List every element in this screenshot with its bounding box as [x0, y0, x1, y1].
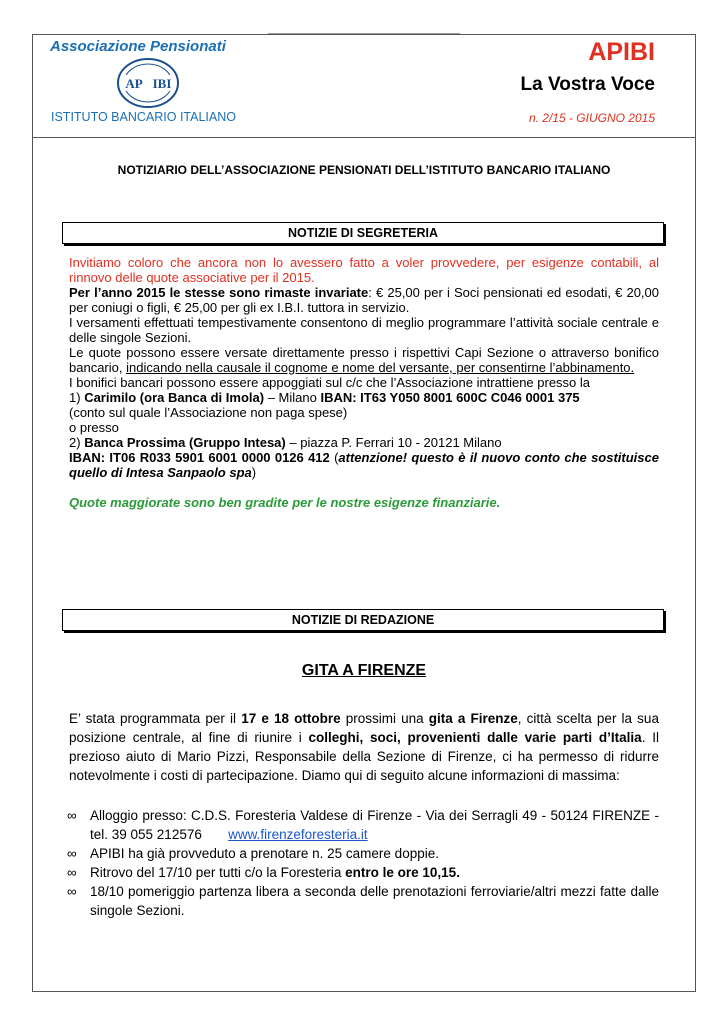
list-item: ∞ 18/10 pomeriggio partenza libera a seconda delle prenotazioni ferroviarie/altri mezzi fatte dalle singole Sezioni.	[67, 884, 659, 918]
trip-info-list	[67, 806, 659, 920]
higher-fees-note: Quote maggiorate sono ben gradite per le nostre esigenze finanziarie.	[69, 495, 501, 510]
list-item: ∞ Alloggio presso: C.D.S. Foresteria Valdese di Firenze - Via dei Serragli 49 - 50124 FIRENZE - tel. 39 055 212576 www.firenzeforesteria.it	[67, 808, 659, 842]
renewal-invitation: Invitiamo coloro che ancora non lo avessero fatto a voler provvedere, per esigenze contabili, al rinnovo delle quote associative per il 2015.	[69, 255, 659, 285]
trip-intro: E’ stata programmata per il 17 e 18 ottobre prossimi una gita a Firenze, città scelta per la sua posizione centrale, al fine di riunire i colleghi, soci, provenienti dalle varie parti d’Italia. Il prezioso aiuto di Mario Pizzi, Responsabile della Sezione di Firenze, ci ha permesso di ridurre notevolmente i costi di partecipazione. Diamo qui di seguito alcune informazioni di massima:	[69, 711, 659, 783]
logo-left-text: AP	[125, 76, 143, 91]
masthead-title: APIBI	[588, 38, 655, 66]
issue-number: n. 2/15 - GIUGNO 2015	[528, 111, 655, 125]
trip-title: GITA A FIRENZE	[301, 662, 427, 679]
bank-1-note: (conto sul quale l’Associazione non paga spese)	[69, 405, 348, 420]
bank-2: 2) Banca Prossima (Gruppo Intesa) – piazza P. Ferrari 10 - 20121 Milano	[69, 435, 502, 450]
list-item: ∞ APIBI ha già provveduto a prenotare n. 25 camere doppie.	[67, 846, 439, 861]
bank-1: 1) Carimilo (ora Banca di Imola) – Milano IBAN: IT63 Y050 8001 600C C046 0001 375	[69, 390, 580, 405]
newsletter-heading: NOTIZIARIO DELL’ASSOCIAZIONE PENSIONATI DELL’ISTITUTO BANCARIO ITALIANO	[117, 163, 611, 177]
apibi-logo	[112, 58, 184, 108]
bank-2-iban: IBAN: IT06 R033 5901 6001 0000 0126 412 (attenzione! questo è il nuovo conto che sostituisce quello di Intesa Sanpaolo spa)	[69, 450, 659, 480]
istituto-label: ISTITUTO BANCARIO ITALIANO	[51, 110, 236, 124]
or-at: o presso	[69, 420, 119, 435]
foresteria-link[interactable]: www.firenzeforesteria.it	[228, 827, 368, 842]
infinity-bullet-icon: ∞	[67, 865, 77, 880]
fees-paragraph: Per l’anno 2015 le stesse sono rimaste invariate: € 25,00 per i Soci pensionati ed esodati, € 20,00 per coniugi o figli, € 25,00 per gli ex I.B.I. tuttora in servizio.	[69, 285, 659, 315]
list-item: ∞ Ritrovo del 17/10 per tutti c/o la Foresteria entro le ore 10,15.	[67, 865, 460, 880]
segreteria-body	[69, 255, 659, 510]
section-segreteria-title: NOTIZIE DI SEGRETERIA	[62, 222, 664, 244]
transfers-paragraph: I bonifici bancari possono essere appoggiati sul c/c che l’Associazione intrattiene presso la	[69, 375, 591, 390]
infinity-bullet-icon: ∞	[67, 808, 77, 823]
association-name: Associazione Pensionati	[50, 38, 226, 55]
infinity-bullet-icon: ∞	[67, 846, 77, 861]
payments-paragraph: I versamenti effettuati tempestivamente consentono di meglio programmare l’attività sociale centrale e delle singole Sezioni.	[69, 315, 659, 345]
header-separator	[32, 137, 696, 138]
section-redazione-title: NOTIZIE DI REDAZIONE	[62, 609, 664, 631]
how-to-pay-paragraph: Le quote possono essere versate direttamente presso i rispettivi Capi Sezione o attraverso bonifico bancario, indicando nella causale il cognome e nome del versante, per consentirne l’abbinamento.	[69, 345, 659, 375]
logo-right-text: IBI	[152, 76, 172, 91]
infinity-bullet-icon: ∞	[67, 884, 77, 899]
masthead-subtitle: La Vostra Voce	[520, 74, 655, 95]
